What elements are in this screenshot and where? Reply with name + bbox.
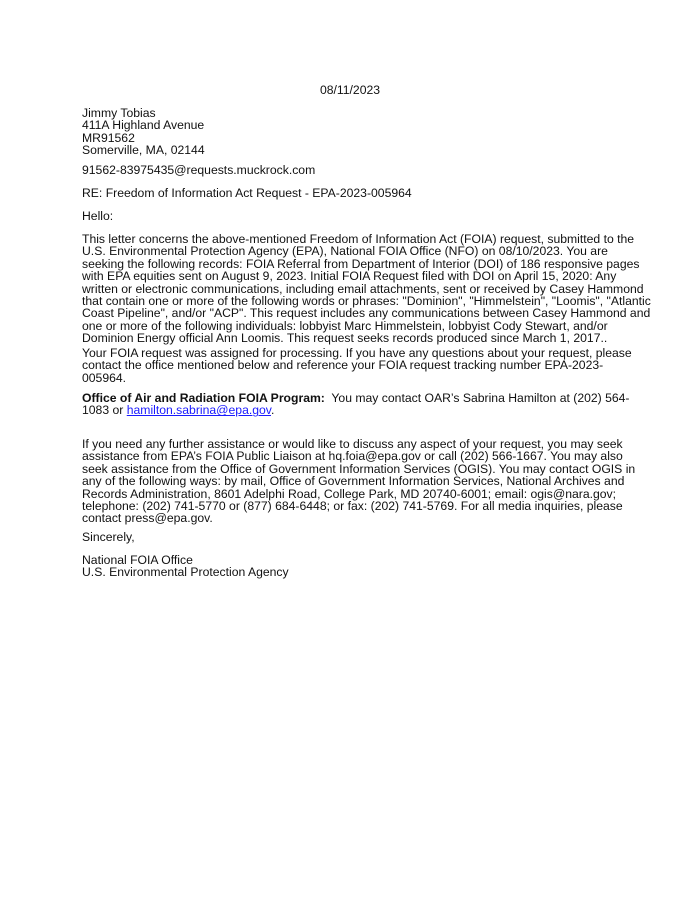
paragraph-line: any of the following ways: by mail, Office of Government Information Services, National Archives and: [82, 474, 625, 489]
recipient-unit: MR91562: [82, 130, 135, 145]
signature-agency: U.S. Environmental Protection Agency: [82, 565, 289, 580]
paragraph-assignment: [82, 346, 632, 385]
contact-office-label: Office of Air and Radiation FOIA Program:: [82, 391, 325, 405]
paragraph-line: assistance from EPA’s FOIA Public Liaison at hq.foia@epa.gov or call (202) 566-1667. You may also: [82, 449, 623, 464]
contact-line-2-prefix: 1083 or: [82, 403, 127, 418]
paragraph-line: telephone: (202) 741-5770 or (877) 684-6448; or fax: (202) 741-5769. For all media inquiries, please: [82, 499, 623, 514]
paragraph-assistance: [82, 437, 636, 526]
paragraph-line: Your FOIA request was assigned for processing. If you have any questions about your request, please: [82, 346, 632, 360]
paragraph-line: This letter concerns the above-mentioned Freedom of Information Act (FOIA) request, submitted to the: [82, 232, 635, 246]
signature-office: National FOIA Office: [82, 553, 193, 567]
recipient-name: Jimmy Tobias: [82, 106, 156, 120]
paragraph-line: U.S. Environmental Protection Agency (EPA), National FOIA Office (NFO) on 08/10/2023. You are: [82, 244, 608, 259]
contact-line-1-text: You may contact OAR’s Sabrina Hamilton at (202) 564-: [324, 391, 630, 405]
signature-block: [82, 554, 618, 579]
paragraph-line: one or more of the following individuals: lobbyist Marc Himmelstein, lobbyist Cody Stewart, and/or: [82, 318, 608, 333]
closing-text: Sincerely,: [82, 530, 135, 544]
paragraph-request-details: [82, 232, 651, 346]
contact-paragraph: [82, 391, 630, 418]
recipient-address: [82, 107, 618, 157]
paragraph-line: with EPA equities sent on August 9, 2023. Initial FOIA Request filed with DOI on April 15, 2020: Any: [82, 269, 617, 284]
subject-text: RE: Freedom of Information Act Request - EPA-2023-005964: [82, 186, 412, 200]
letter-date: 08/11/2023: [319, 83, 381, 97]
paragraph-line: seek assistance from the Office of Government Information Services (OGIS). You may contact OGIS in: [82, 461, 636, 476]
paragraph-line: contact the office mentioned below and reference your FOIA request tracking number EPA-2023-: [82, 358, 604, 373]
greeting-text: Hello:: [82, 209, 114, 223]
recipient-city: Somerville, MA, 02144: [82, 143, 205, 158]
recipient-email-text: 91562-83975435@requests.muckrock.com: [82, 163, 316, 177]
paragraph-line: Records Administration, 8601 Adelphi Road, College Park, MD 20740-6001; email: ogis@nara.gov;: [82, 486, 617, 501]
paragraph-line: written or electronic communications, including email attachments, sent or received by Casey Hammond: [82, 281, 644, 296]
contact-line-2-suffix: .: [271, 403, 275, 418]
paragraph-line: Dominion Energy official Ann Loomis. This request seeks records produced since March 1, 2017..: [82, 331, 608, 346]
recipient-email: [82, 164, 618, 176]
contact-line-2: [82, 404, 618, 416]
paragraph-line: If you need any further assistance or would like to discuss any aspect of your request, you may seek: [82, 437, 623, 451]
greeting: [82, 210, 618, 222]
closing: [82, 531, 618, 543]
paragraph-line: that contain one or more of the following words or phrases: "Dominion", "Himmelstein", "Loomis", "Atlantic: [82, 294, 651, 309]
paragraph-line: contact press@epa.gov.: [82, 511, 213, 526]
subject-line: [82, 187, 618, 199]
recipient-street: 411A Highland Avenue: [82, 118, 205, 133]
paragraph-line: 005964.: [82, 370, 127, 385]
paragraph-line: seeking the following records: FOIA Referral from Department of Interior (DOI) of 186 responsive pages: [82, 256, 640, 271]
contact-email-link[interactable]: hamilton.sabrina@epa.gov: [126, 403, 271, 418]
paragraph-line: Coast Pipeline", and/or "ACP". This request includes any communications between Casey Hammond and: [82, 306, 651, 321]
